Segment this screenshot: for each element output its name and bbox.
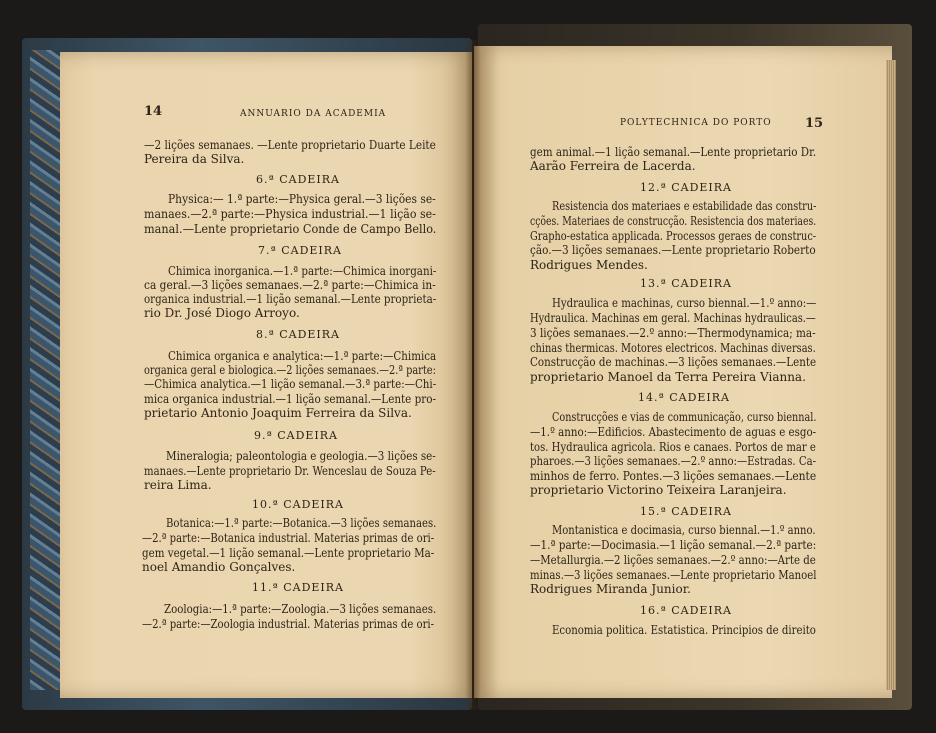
right-page-number: 15 [805, 116, 824, 131]
right-page-heading: 13.ª CADEIRA [640, 277, 732, 290]
left-page-heading: 6.ª CADEIRA [256, 173, 340, 186]
right-page-line: chinas thermicas. Motores electricos. Machinas diversas. [530, 341, 816, 355]
left-page-line: Zoologia:—1.ª parte:—Zoologia.—3 lições semanaes. [164, 602, 437, 616]
left-page-number: 14 [144, 104, 163, 119]
right-page-line: —1.ª parte:—Docimasia.—1 lição semanal.—2.ª parte: [530, 538, 817, 552]
left-page-heading: 10.ª CADEIRA [252, 498, 344, 511]
right-page-line: gem animal.—1 lição semanal.—Lente proprietario Dr. [530, 145, 817, 159]
left-page-heading: 11.ª CADEIRA [252, 581, 344, 594]
left-page-line: prietario Antonio Joaquim Ferreira da Silva. [144, 406, 412, 420]
left-page-line: Chimica organica e analytica:—1.ª parte:—Chimica [168, 349, 437, 363]
left-page-heading: 9.ª CADEIRA [254, 429, 338, 442]
left-page-heading: 7.ª CADEIRA [258, 244, 342, 257]
right-page-heading: 16.ª CADEIRA [640, 604, 732, 617]
right-page-line: minas.—3 lições semanaes.—Lente proprietario Manoel [530, 568, 817, 582]
right-page-line: Aarão Ferreira de Lacerda. [530, 159, 696, 173]
right-page-line: Hydraulica. Machinas em geral. Machinas hydraulicas.— [530, 311, 816, 325]
left-page-line: —2 lições semanaes. —Lente proprietario Duarte Leite [144, 138, 436, 152]
left-page-line: reira Lima. [144, 478, 212, 492]
right-page-line: Hydraulica e machinas, curso biennal.—1.º anno:— [552, 296, 817, 310]
right-page-line: Construcção de machinas.—3 lições semanaes.—Lente [530, 355, 817, 369]
left-page-line: ca geral.—3 lições semanaes.—2.ª parte:—Chimica in- [144, 278, 436, 292]
left-page-line: Botanica:—1.ª parte:—Botanica.—3 lições semanaes. [166, 516, 437, 530]
left-page-line: Pereira da Silva. [144, 152, 245, 166]
right-page-line: Construcções e vias de communicação, curso biennal. [552, 410, 817, 424]
left-page-line: noel Amandio Gonçalves. [142, 560, 296, 574]
right-page-line: —Metallurgia.—2 lições semanaes.—2.º anno:—Arte de [530, 553, 816, 567]
left-page-line: Chimica inorganica.—1.ª parte:—Chimica inorgani- [168, 264, 437, 278]
left-page-line: —2.ª parte:—Zoologia industrial. Materias primas de ori- [142, 617, 435, 631]
right-page-line: proprietario Manoel da Terra Pereira Vianna. [530, 370, 806, 384]
right-page-heading: 12.ª CADEIRA [640, 181, 732, 194]
right-page-line: Grapho-estatica applicada. Processos geraes de construc- [530, 229, 817, 243]
right-page-line: 3 lições semanaes.—2.º anno:—Thermodynamica; ma- [530, 326, 816, 340]
left-page-line: Mineralogia; paleontologia e geologia.—3 lições se- [166, 449, 436, 463]
left-page-line: organica industrial.—1 lição semanal.—Lente proprieta- [144, 292, 437, 306]
left-page-heading: 8.ª CADEIRA [256, 328, 340, 341]
left-page-line: —2.ª parte:—Botanica industrial. Materias primas de ori- [142, 531, 435, 545]
right-page-line: Montanistica e docimasia, curso biennal.—1.º anno. [552, 523, 816, 537]
left-page-line: manaes.—2.ª parte:—Physica industrial.—1 lição se- [144, 207, 436, 221]
right-page-line: ção.—3 lições semanaes.—Lente proprietario Roberto [530, 243, 816, 257]
left-page-line: organica geral e biologica.—2 lições semanaes.—2.ª parte: [144, 363, 436, 377]
right-running-head: POLYTECHNICA DO PORTO [620, 118, 772, 128]
right-page-heading: 15.ª CADEIRA [640, 505, 732, 518]
right-page-heading: 14.ª CADEIRA [638, 391, 730, 404]
left-page-line: Physica:— 1.ª parte:—Physica geral.—3 lições se- [168, 192, 436, 206]
left-page-line: mica organica industrial.—1 lição semanal.—Lente pro- [144, 392, 436, 406]
left-running-head: ANNUARIO DA ACADEMIA [240, 109, 387, 119]
right-page-line: —1.º anno:—Edificios. Abastecimento de aguas e esgo- [530, 425, 817, 439]
right-page-line: Rodrigues Miranda Junior. [530, 582, 691, 596]
left-page-line: manal.—Lente proprietario Conde de Campo Bello. [144, 222, 437, 236]
book-gutter [465, 40, 481, 710]
left-page-line: —Chimica analytica.—1 lição semanal.—3.ª parte:—Chi- [144, 377, 437, 391]
right-page-line: minhos de ferro. Pontes.—3 lições semanaes.—Lente [530, 469, 817, 483]
left-page-line: manaes.—Lente proprietario Dr. Wenceslau de Souza Pe- [144, 464, 436, 478]
right-page-line: tos. Hydraulica agricola. Rios e canaes. Portos de mar e [530, 440, 816, 454]
right-page-line: Resistencia dos materiaes e estabilidade das constru- [552, 199, 817, 213]
right-page-line: proprietario Victorino Teixeira Laranjeira. [530, 483, 787, 497]
left-page-line: gem vegetal.—1 lição semanal.—Lente proprietario Ma- [142, 546, 435, 560]
page-edges [886, 60, 896, 690]
right-page-line: Economia politica. Estatistica. Principios de direito [552, 623, 816, 637]
right-page-line: Rodrigues Mendes. [530, 258, 648, 272]
right-page-line: cções. Materiaes de construcção. Resistencia dos materiaes. [530, 214, 817, 228]
left-page-line: rio Dr. José Diogo Arroyo. [144, 306, 300, 320]
marbled-endpaper [30, 50, 60, 690]
right-page-line: pharoes.—3 lições semanaes.—2.º anno:—Estradas. Ca- [530, 454, 817, 468]
